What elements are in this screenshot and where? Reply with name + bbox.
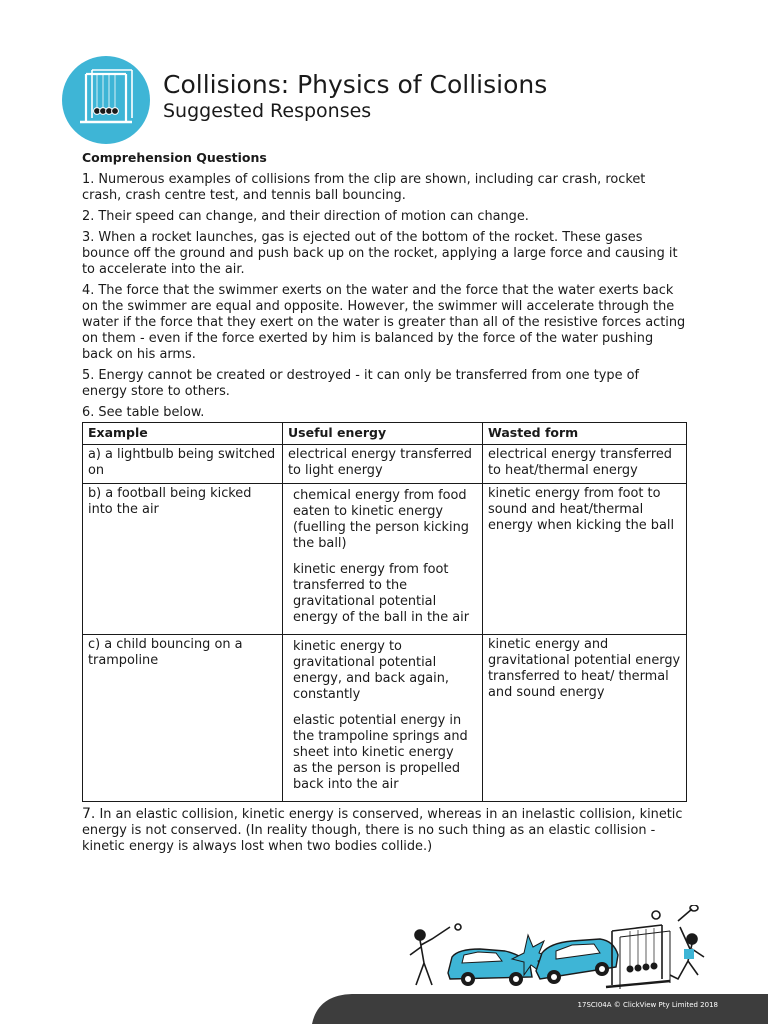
header-example: Example (83, 423, 283, 445)
wasted-form-cell: kinetic energy from foot to sound and heat/thermal energy when kicking the ball (483, 484, 687, 635)
newtons-cradle-logo-icon (62, 56, 150, 144)
answer-4: 4. The force that the swimmer exerts on the water and the force that the water exerts back on the swimmer are equal and opposite. However, the swimmer will accelerate through the water if the force that they exert on the water is greater than all of the resistive forces acting on them - even if the force exerted by him is balanced by the force of the water pushing back on his arms. (82, 283, 686, 362)
wasted-form-cell: kinetic energy and gravitational potential energy transferred to heat/ thermal and sound energy (483, 635, 687, 802)
example-cell: c) a child bouncing on a trampoline (83, 635, 283, 802)
useful-energy-item: chemical energy from food eaten to kinetic energy (fuelling the person kicking the ball) (293, 488, 469, 551)
useful-energy-item: kinetic energy to gravitational potential energy, and back again, constantly (293, 639, 450, 702)
answer-2: 2. Their speed can change, and their direction of motion can change. (82, 209, 529, 224)
tennis-player-icon (652, 905, 704, 979)
car-crash-icon (448, 949, 532, 986)
table-row (83, 484, 687, 635)
example-cell: a) a lightbulb being switched on (83, 445, 283, 484)
header-wasted-form: Wasted form (483, 423, 687, 445)
answer-1: 1. Numerous examples of collisions from the clip are shown, including car crash, rocket crash, crash centre test, and tennis ball bouncing. (82, 172, 646, 203)
energy-table (82, 422, 687, 802)
answer-7-number: 7. (82, 806, 96, 822)
example-cell: b) a football being kicked into the air (83, 484, 283, 635)
answer-5: 5. Energy cannot be created or destroyed - it can only be transferred from one type of energy store to others. (82, 368, 640, 399)
header-useful-energy: Useful energy (283, 423, 483, 445)
page-subtitle: Suggested Responses (163, 100, 372, 122)
useful-energy-cell (283, 635, 483, 802)
section-heading: Comprehension Questions (82, 150, 267, 165)
table-header-row (83, 423, 687, 445)
answer-7-text: In an elastic collision, kinetic energy is conserved, whereas in an inelastic collision, kinetic energy is not conserved. (In reality though, there is no such thing as an elastic collision - kinetic energy is always lost when two bodies collide.) (82, 807, 683, 854)
wasted-form-cell: electrical energy transferred to heat/thermal energy (483, 445, 687, 484)
useful-energy-item: kinetic energy from foot transferred to the gravitational potential energy of the ball in the air (293, 562, 470, 625)
document-body (82, 150, 686, 855)
useful-energy-cell (283, 484, 483, 635)
answer-3: 3. When a rocket launches, gas is ejected out of the bottom of the rocket. These gases bounce off the ground and push back up on the rocket, applying a large force and causing it to accelerate into the air. (82, 230, 678, 277)
collisions-illustration (300, 905, 768, 995)
page-title: Collisions: Physics of Collisions (163, 70, 548, 99)
table-row (83, 635, 687, 802)
footer-copyright: 17SCI04A © ClickView Pty Limited 2018 (577, 1001, 718, 1009)
answer-7 (82, 806, 686, 855)
table-row (83, 445, 687, 484)
useful-energy-item: elastic potential energy in the trampoline springs and sheet into kinetic energy as the person is propelled back into the air (293, 713, 468, 792)
answer-6: 6. See table below. (82, 405, 205, 420)
useful-energy-cell: electrical energy transferred to light energy (283, 445, 483, 484)
